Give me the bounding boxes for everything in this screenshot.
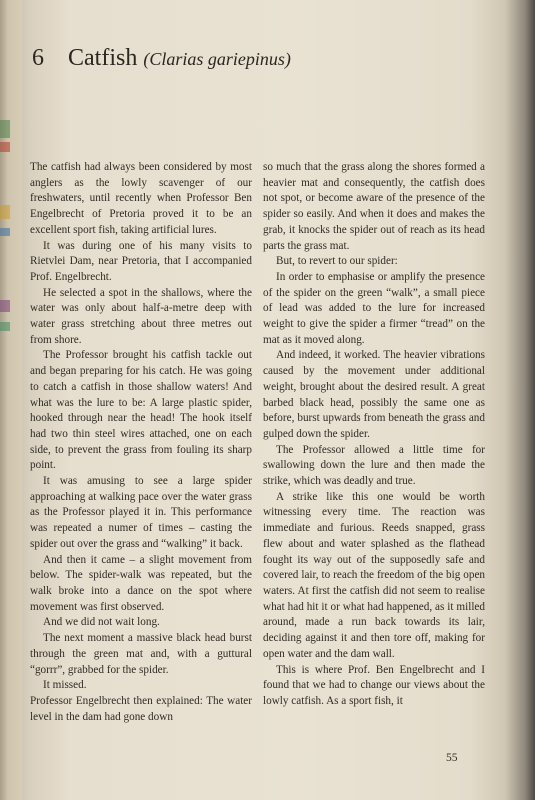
paragraph: It was amusing to see a large spider approaching at walking pace over the water grass as the Professor played it in. This performance was repeated a numer of times – casting the spider out over the grass and “walking” it back.	[30, 475, 252, 550]
paragraph: so much that the grass along the shores formed a heavier mat and consequently, the catfish does not spot, or become aware of the presence of the spider so easily. And when it does and makes the grab, it knocks the spider out of reach as its head parts the grass mat.	[263, 161, 485, 252]
paragraph: The Professor allowed a little time for swallowing down the lure and then made the strike, which was deadly and true.	[263, 443, 485, 488]
paragraph: And then it came – a slight movement from below. The spider-walk was repeated, but the walk broke into a dance on the spot where movement was first observed.	[30, 553, 252, 613]
spine-color-strip	[0, 300, 10, 312]
paragraph: He selected a spot in the shallows, where the water was only about half-a-metre deep with water grass stretching about three metres out from shore.	[30, 286, 252, 346]
chapter-title: Catfish	[68, 45, 138, 71]
right-text-column	[263, 160, 485, 710]
spine-color-strip	[0, 228, 10, 236]
spine-color-strip	[0, 322, 10, 331]
paragraph: A strike like this one would be worth witnessing every time. The reaction was immediate and furious. Reeds snapped, grass flew about and water splashed as the flathead fought its way out of the supposedly safe and covered lair, to reach the freedom of the big open waters. At first the catfish did not seem to realise what had hit it or what had happened, as it milled around, made a run back towards its lair, deciding against it and then tore off, making for open water and the dam wall.	[263, 490, 485, 660]
spine-color-strip	[0, 142, 10, 152]
paragraph: But, to revert to our spider:	[276, 255, 398, 268]
paragraph: The next moment a massive black head burst through the green mat and, with a guttural “gorrr”, grabbed for the spider.	[30, 632, 252, 676]
paragraph: And indeed, it worked. The heavier vibrations caused by the movement under additional weight, brought about the desired result. A great barbed black head, possibly the same one as before, burst upwards from beneath the grass and gulped down the spider.	[263, 349, 485, 440]
paragraph: The catfish had always been considered by most anglers as the lowly scavenger of our freshwaters, until recently when Professor Ben Engelbrecht of Pretoria proved it to be an excellent sport fish, taking artificial lures.	[30, 161, 252, 236]
page-number: 55	[446, 752, 458, 764]
chapter-heading	[32, 44, 291, 73]
spine-color-strip	[0, 120, 10, 138]
paragraph: It missed.	[43, 679, 87, 692]
chapter-scientific-name: (Clarias gariepinus)	[143, 49, 291, 69]
spine-color-strip	[0, 205, 10, 219]
left-text-column	[30, 160, 252, 725]
book-spine-edge	[0, 0, 22, 800]
paragraph: It was during one of his many visits to Rietvlei Dam, near Pretoria, that I accompanied Prof. Engelbrecht.	[30, 239, 252, 283]
paragraph: And we did not wait long.	[43, 616, 160, 629]
paragraph: In order to emphasise or amplify the presence of the spider on the green “walk”, a small piece of lead was added to the lure for increased weight to give the spider a firmer “tread” on the mat as it moved along.	[263, 270, 485, 346]
paragraph: This is where Prof. Ben Engelbrecht and I found that we had to change our views about the lowly catfish. As a sport fish, it	[263, 663, 485, 707]
paragraph: Professor Engelbrecht then explained: The water level in the dam had gone down	[30, 694, 252, 723]
chapter-number: 6	[32, 45, 44, 71]
paragraph: The Professor brought his catfish tackle out and began preparing for his catch. He was going to catch a catfish in those shallow waters! And what was the lure to be: A large plastic spider, hooked through near the head! The hook itself had two thin steel wires attached, one on each side, to prevent the grass from fouling its sharp point.	[30, 349, 252, 472]
